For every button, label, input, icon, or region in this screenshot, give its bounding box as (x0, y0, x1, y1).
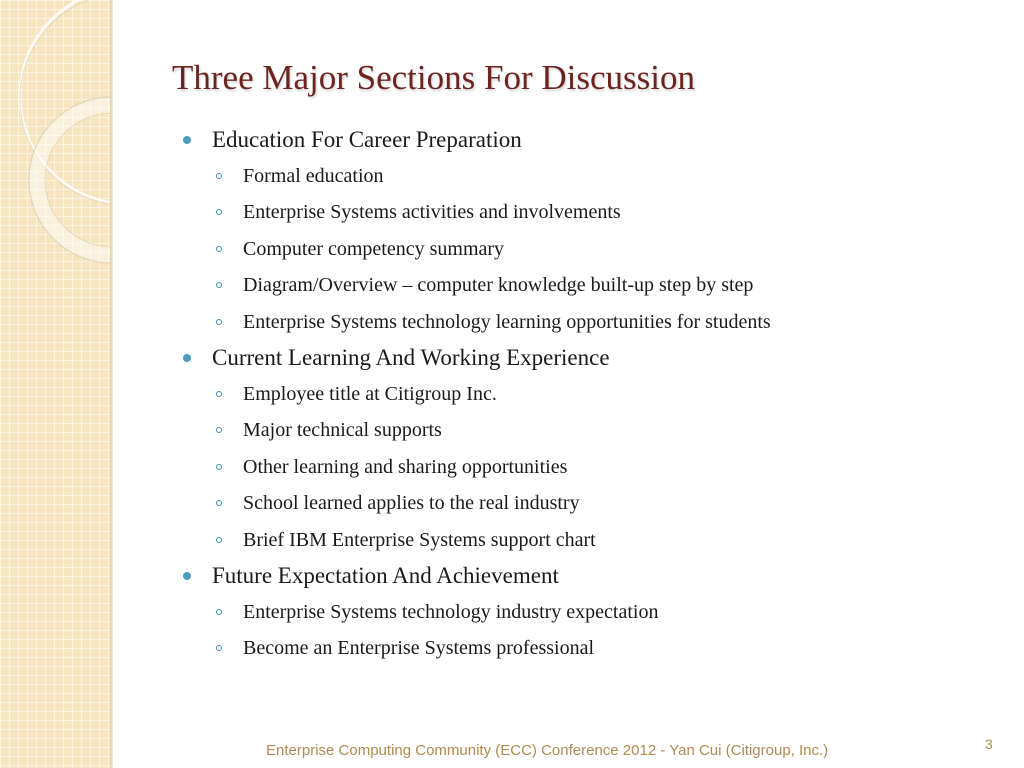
list-item-text: Enterprise Systems technology learning opportunities for students (243, 310, 771, 333)
list-item-text: Become an Enterprise Systems professional (243, 637, 595, 660)
list-item-text: Formal education (243, 165, 384, 187)
slide-title: Three Major Sections For Discussion (172, 58, 695, 97)
sub-bullet-ring-icon (216, 173, 222, 179)
sub-bullet-ring-icon (216, 537, 222, 543)
section-heading (178, 340, 978, 376)
list-item (178, 194, 978, 230)
decorative-side-panel (0, 0, 110, 768)
section-label: Current Learning And Working Experience (212, 344, 610, 370)
section-heading (178, 122, 978, 158)
list-item-text: Diagram/Overview – computer knowledge built-up step by step (243, 274, 754, 297)
page-number: 3 (985, 736, 993, 752)
side-panel-edge (110, 0, 113, 768)
slide-footer: Enterprise Computing Community (ECC) Conference 2012 - Yan Cui (Citigroup, Inc.) (266, 742, 829, 759)
list-item (178, 485, 978, 521)
section-label: Education For Career Preparation (212, 127, 522, 152)
list-item (178, 630, 978, 666)
list-item (178, 449, 978, 485)
list-item (178, 594, 978, 630)
sub-bullet-ring-icon (216, 464, 222, 470)
bullet-dot-icon (183, 354, 191, 362)
sub-bullet-ring-icon (216, 609, 222, 615)
list-item (178, 412, 978, 448)
list-item (178, 522, 978, 558)
decorative-rings (0, 0, 110, 768)
bullet-dot-icon (183, 572, 191, 580)
list-item-text: Major technical supports (243, 419, 442, 442)
sub-bullet-ring-icon (216, 427, 222, 433)
list-item-text: Other learning and sharing opportunities (243, 455, 568, 478)
list-item-text: Enterprise Systems technology industry expectation (243, 600, 659, 623)
bullet-list (178, 122, 978, 667)
sub-bullet-ring-icon (216, 246, 222, 252)
list-item (178, 231, 978, 267)
section-label: Future Expectation And Achievement (212, 562, 559, 588)
list-item (178, 376, 978, 412)
sub-bullet-ring-icon (216, 319, 222, 325)
bullet-dot-icon (183, 136, 191, 144)
list-item-text: Employee title at Citigroup Inc. (243, 382, 497, 405)
sub-bullet-ring-icon (216, 500, 222, 506)
sub-bullet-ring-icon (216, 645, 222, 651)
list-item-text: Enterprise Systems activities and involvements (243, 201, 621, 224)
list-item (178, 304, 978, 340)
sub-bullet-ring-icon (216, 282, 222, 288)
sub-bullet-ring-icon (216, 209, 222, 215)
list-item (178, 158, 978, 194)
section-heading (178, 558, 978, 594)
list-item-text: Brief IBM Enterprise Systems support chart (243, 528, 596, 551)
list-item-text: Computer competency summary (243, 237, 505, 260)
sub-bullet-ring-icon (216, 391, 222, 397)
list-item-text: School learned applies to the real industry (243, 492, 580, 515)
list-item (178, 267, 978, 303)
